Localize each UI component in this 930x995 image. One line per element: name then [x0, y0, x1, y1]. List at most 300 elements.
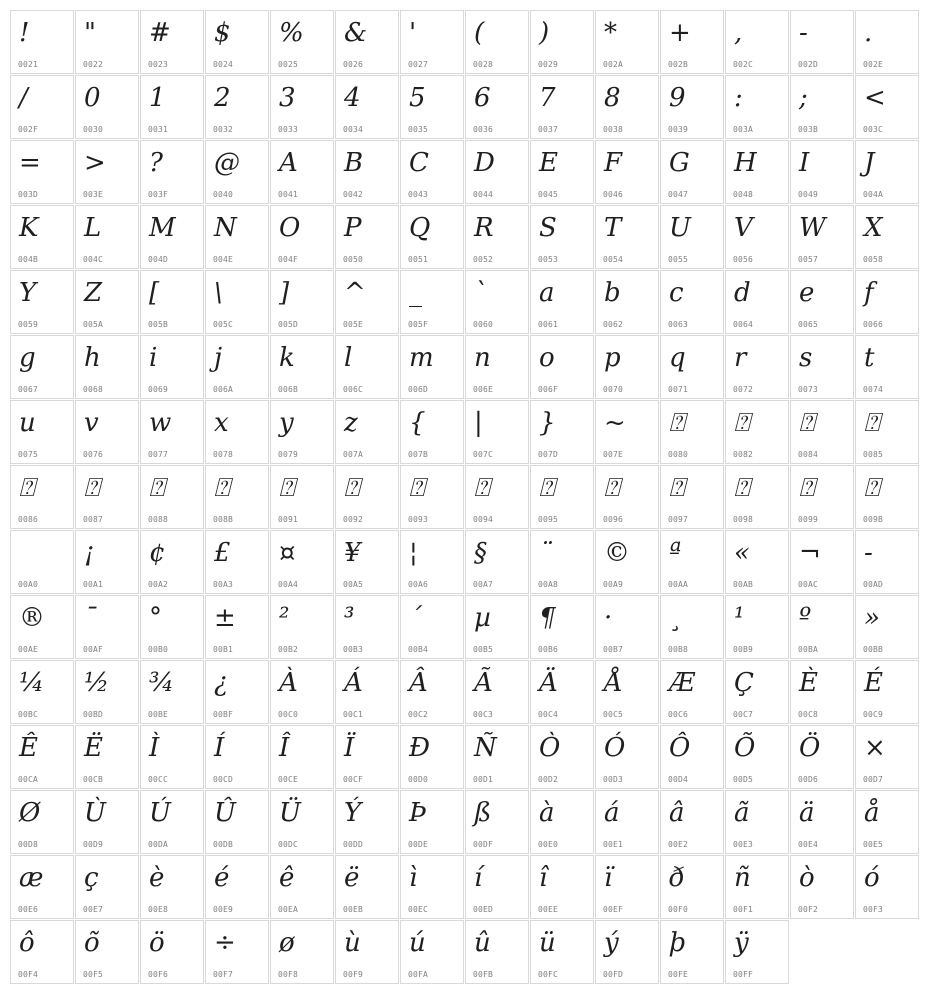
glyph-code-label: 00CD [213, 775, 234, 784]
glyph-cell [140, 400, 204, 464]
glyph-char: = [19, 148, 41, 178]
glyph-code-label: 0086 [18, 515, 39, 524]
glyph-char: ' [409, 18, 417, 48]
glyph-cell [400, 465, 464, 529]
glyph-code-label: 0049 [798, 190, 819, 199]
glyph-char: ⍰ [84, 473, 100, 503]
glyph-char: c [669, 278, 684, 308]
glyph-cell [465, 10, 529, 74]
glyph-char: S [539, 213, 557, 243]
glyph-code-label: 003F [148, 190, 169, 199]
glyph-char: L [84, 213, 102, 243]
glyph-code-label: 00A2 [148, 580, 169, 589]
glyph-cell [75, 400, 139, 464]
glyph-char: ⍰ [409, 473, 425, 503]
glyph-cell [530, 140, 594, 204]
glyph-char: ⍰ [604, 473, 620, 503]
glyph-cell [75, 10, 139, 74]
glyph-char: / [19, 83, 28, 113]
glyph-char: ~ [604, 408, 626, 438]
glyph-char: , [734, 18, 743, 48]
glyph-cell [790, 595, 854, 659]
glyph-cell [10, 465, 74, 529]
glyph-code-label: 00B7 [603, 645, 624, 654]
glyph-char: 9 [669, 83, 686, 113]
glyph-char: ´ [409, 603, 422, 633]
glyph-char: Ä [539, 668, 558, 698]
glyph-code-label: 0024 [213, 60, 234, 69]
glyph-code-label: 00BD [83, 710, 104, 719]
glyph-cell [660, 660, 724, 724]
glyph-cell [595, 400, 659, 464]
glyph-char: ÿ [734, 928, 749, 958]
glyph-cell [400, 270, 464, 334]
glyph-char: j [214, 343, 223, 373]
glyph-cell [400, 855, 464, 919]
glyph-code-label: 00D8 [18, 840, 39, 849]
glyph-char: Ê [19, 733, 38, 763]
glyph-cell [75, 725, 139, 789]
glyph-char: . [864, 18, 873, 48]
glyph-char: ª [669, 538, 682, 568]
glyph-cell [75, 465, 139, 529]
glyph-cell [205, 335, 269, 399]
glyph-code-label: 00AC [798, 580, 819, 589]
glyph-cell [400, 725, 464, 789]
glyph-cell [10, 75, 74, 139]
glyph-char: ¯ [84, 603, 97, 633]
glyph-code-label: 0097 [668, 515, 689, 524]
glyph-cell [335, 530, 399, 594]
glyph-code-label: 0064 [733, 320, 754, 329]
glyph-code-label: 00A4 [278, 580, 299, 589]
glyph-code-label: 005A [83, 320, 104, 329]
glyph-char: M [149, 213, 176, 243]
glyph-char: ò [799, 863, 815, 893]
glyph-code-label: 00CB [83, 775, 104, 784]
glyph-code-label: 00B9 [733, 645, 754, 654]
glyph-code-label: 00A8 [538, 580, 559, 589]
glyph-code-label: 0023 [148, 60, 169, 69]
glyph-cell [400, 530, 464, 594]
glyph-char: K [19, 213, 39, 243]
glyph-cell [465, 660, 529, 724]
glyph-cell [270, 335, 334, 399]
glyph-char: W [799, 213, 826, 243]
glyph-char: ¿ [214, 668, 228, 698]
glyph-cell [465, 920, 529, 984]
glyph-cell [10, 660, 74, 724]
glyph-char: s [799, 343, 813, 373]
glyph-code-label: 00F9 [343, 970, 364, 979]
glyph-char: ð [669, 863, 685, 893]
glyph-char: þ [669, 928, 686, 958]
glyph-code-label: 00C4 [538, 710, 559, 719]
glyph-cell [75, 530, 139, 594]
glyph-cell [335, 400, 399, 464]
glyph-char: 1 [149, 83, 166, 113]
glyph-code-label: 00C5 [603, 710, 624, 719]
glyph-cell [205, 75, 269, 139]
glyph-cell [660, 725, 724, 789]
glyph-code-label: 00E6 [18, 905, 39, 914]
glyph-char: § [474, 538, 487, 568]
glyph-code-label: 00E9 [213, 905, 234, 914]
glyph-cell [660, 595, 724, 659]
glyph-char: ä [799, 798, 815, 828]
glyph-cell [595, 465, 659, 529]
glyph-code-label: 0040 [213, 190, 234, 199]
glyph-code-label: 00A1 [83, 580, 104, 589]
glyph-char: } [539, 408, 556, 438]
glyph-char: ² [279, 603, 290, 633]
glyph-char: a [539, 278, 555, 308]
glyph-char: y [279, 408, 294, 438]
glyph-cell [270, 205, 334, 269]
glyph-code-label: 00BF [213, 710, 234, 719]
glyph-char: Þ [409, 798, 427, 828]
glyph-char: Æ [669, 668, 696, 698]
glyph-cell [660, 920, 724, 984]
glyph-char: J [864, 148, 875, 178]
glyph-cell [530, 530, 594, 594]
glyph-cell [140, 790, 204, 854]
glyph-char: u [19, 408, 36, 438]
glyph-code-label: 00F1 [733, 905, 754, 914]
glyph-code-label: 00DE [408, 840, 429, 849]
glyph-char: Ò [539, 733, 561, 763]
glyph-code-label: 0078 [213, 450, 234, 459]
glyph-code-label: 0063 [668, 320, 689, 329]
glyph-char: $ [214, 18, 231, 48]
glyph-char: [ [149, 278, 160, 308]
glyph-char: Ë [84, 733, 103, 763]
glyph-char: & [344, 18, 368, 48]
glyph-cell [140, 335, 204, 399]
glyph-cell [595, 140, 659, 204]
glyph-cell [270, 660, 334, 724]
glyph-code-label: 00CF [343, 775, 364, 784]
glyph-cell [205, 725, 269, 789]
glyph-code-label: 00B0 [148, 645, 169, 654]
glyph-cell [855, 335, 919, 399]
glyph-cell [595, 595, 659, 659]
glyph-cell [790, 10, 854, 74]
glyph-code-label: 0055 [668, 255, 689, 264]
glyph-char: Û [214, 798, 236, 828]
glyph-cell [75, 855, 139, 919]
glyph-char: @ [214, 148, 240, 178]
glyph-code-label: 0093 [408, 515, 429, 524]
glyph-char: ⍰ [734, 473, 750, 503]
glyph-cell [790, 270, 854, 334]
glyph-cell [465, 400, 529, 464]
glyph-char: e [799, 278, 815, 308]
glyph-char: ó [864, 863, 880, 893]
glyph-code-label: 0061 [538, 320, 559, 329]
glyph-cell [140, 530, 204, 594]
glyph-cell [10, 920, 74, 984]
glyph-cell [530, 660, 594, 724]
glyph-code-label: 00B4 [408, 645, 429, 654]
glyph-cell [205, 855, 269, 919]
glyph-cell [530, 465, 594, 529]
glyph-cell [595, 920, 659, 984]
glyph-char: R [474, 213, 494, 243]
glyph-code-label: 0028 [473, 60, 494, 69]
glyph-code-label: 00DC [278, 840, 299, 849]
glyph-cell [140, 855, 204, 919]
glyph-code-label: 00FE [668, 970, 689, 979]
glyph-code-label: 00C8 [798, 710, 819, 719]
glyph-char: ½ [84, 668, 110, 698]
glyph-code-label: 00F5 [83, 970, 104, 979]
glyph-char: O [279, 213, 301, 243]
glyph-code-label: 0030 [83, 125, 104, 134]
glyph-char: 4 [344, 83, 361, 113]
glyph-cell [855, 725, 919, 789]
glyph-cell [10, 10, 74, 74]
glyph-code-label: 00E8 [148, 905, 169, 914]
glyph-cell [660, 790, 724, 854]
glyph-code-label: 00E2 [668, 840, 689, 849]
glyph-code-label: 004B [18, 255, 39, 264]
glyph-code-label: 0039 [668, 125, 689, 134]
glyph-code-label: 002E [863, 60, 884, 69]
glyph-cell [140, 920, 204, 984]
glyph-code-label: 00F7 [213, 970, 234, 979]
glyph-cell [790, 400, 854, 464]
glyph-cell [725, 335, 789, 399]
glyph-code-label: 00CA [18, 775, 39, 784]
glyph-code-label: 00FB [473, 970, 494, 979]
glyph-code-label: 00C7 [733, 710, 754, 719]
glyph-code-label: 00C9 [863, 710, 884, 719]
glyph-char: - [864, 538, 873, 568]
glyph-char: ¦ [409, 538, 418, 568]
glyph-char: h [84, 343, 101, 373]
glyph-code-label: 005E [343, 320, 364, 329]
glyph-cell [855, 400, 919, 464]
glyph-char: ⍰ [149, 473, 165, 503]
glyph-cell [465, 855, 529, 919]
glyph-char: ⍰ [864, 408, 880, 438]
glyph-code-label: 0025 [278, 60, 299, 69]
glyph-code-label: 00F4 [18, 970, 39, 979]
glyph-char: Ì [149, 733, 160, 763]
glyph-code-label: 00DD [343, 840, 364, 849]
glyph-cell [335, 595, 399, 659]
glyph-code-label: 00EC [408, 905, 429, 914]
glyph-code-label: 0095 [538, 515, 559, 524]
glyph-cell [335, 205, 399, 269]
glyph-cell [205, 595, 269, 659]
glyph-cell [10, 725, 74, 789]
glyph-code-label: 00CE [278, 775, 299, 784]
glyph-code-label: 002A [603, 60, 624, 69]
glyph-code-label: 00FC [538, 970, 559, 979]
glyph-char: f [864, 278, 874, 308]
glyph-char: Ü [279, 798, 301, 828]
glyph-cell [595, 335, 659, 399]
glyph-char: Í [214, 733, 225, 763]
glyph-char: ⍰ [669, 473, 685, 503]
glyph-char: D [474, 148, 495, 178]
glyph-code-label: 0085 [863, 450, 884, 459]
glyph-char: Ï [344, 733, 355, 763]
glyph-char: b [604, 278, 621, 308]
glyph-cell [660, 205, 724, 269]
glyph-code-label: 0027 [408, 60, 429, 69]
glyph-char: ) [539, 18, 550, 48]
glyph-char: ¾ [149, 668, 175, 698]
glyph-code-label: 0068 [83, 385, 104, 394]
glyph-code-label: 005F [408, 320, 429, 329]
glyph-code-label: 00D4 [668, 775, 689, 784]
glyph-code-label: 00AF [83, 645, 104, 654]
glyph-char: % [279, 18, 304, 48]
glyph-char: ⍰ [864, 473, 880, 503]
glyph-code-label: 006D [408, 385, 429, 394]
glyph-char: ⍰ [799, 473, 815, 503]
glyph-cell [790, 530, 854, 594]
glyph-cell [75, 790, 139, 854]
glyph-cell [270, 725, 334, 789]
glyph-char: H [734, 148, 757, 178]
glyph-cell [725, 855, 789, 919]
glyph-cell [335, 465, 399, 529]
glyph-char: µ [474, 603, 491, 633]
glyph-code-label: 00A5 [343, 580, 364, 589]
glyph-code-label: 00B6 [538, 645, 559, 654]
glyph-char: Y [19, 278, 37, 308]
glyph-cell [855, 595, 919, 659]
glyph-char: Z [84, 278, 103, 308]
glyph-code-label: 0065 [798, 320, 819, 329]
glyph-code-label: 0035 [408, 125, 429, 134]
glyph-char: æ [19, 863, 44, 893]
glyph-code-label: 006A [213, 385, 234, 394]
glyph-cell [140, 595, 204, 659]
glyph-char: ¸ [669, 603, 682, 633]
glyph-code-label: 005D [278, 320, 299, 329]
glyph-code-label: 00D0 [408, 775, 429, 784]
glyph-code-label: 0041 [278, 190, 299, 199]
glyph-cell [205, 270, 269, 334]
glyph-code-label: 00DF [473, 840, 494, 849]
glyph-code-label: 0070 [603, 385, 624, 394]
glyph-code-label: 0060 [473, 320, 494, 329]
glyph-cell [465, 530, 529, 594]
glyph-cell [595, 75, 659, 139]
glyph-char: w [149, 408, 172, 438]
glyph-cell [660, 530, 724, 594]
glyph-cell [855, 205, 919, 269]
glyph-char: · [604, 603, 613, 633]
glyph-cell [855, 855, 919, 919]
glyph-cell [400, 920, 464, 984]
glyph-char: Ó [604, 733, 626, 763]
glyph-cell [595, 660, 659, 724]
glyph-char: ù [344, 928, 361, 958]
glyph-cell [530, 75, 594, 139]
glyph-code-label: 003C [863, 125, 884, 134]
glyph-code-label: 007A [343, 450, 364, 459]
glyph-cell [855, 140, 919, 204]
glyph-cell [530, 400, 594, 464]
glyph-char: Ö [799, 733, 821, 763]
glyph-char: ] [279, 278, 290, 308]
glyph-code-label: 00F2 [798, 905, 819, 914]
glyph-char: ã [734, 798, 750, 828]
glyph-cell [335, 140, 399, 204]
glyph-code-label: 0071 [668, 385, 689, 394]
glyph-cell [465, 790, 529, 854]
glyph-cell [660, 855, 724, 919]
glyph-cell [140, 10, 204, 74]
glyph-cell [725, 400, 789, 464]
glyph-char: z [344, 408, 358, 438]
glyph-code-label: 00BA [798, 645, 819, 654]
glyph-cell [335, 855, 399, 919]
glyph-char: E [539, 148, 558, 178]
glyph-code-label: 0052 [473, 255, 494, 264]
glyph-code-label: 0059 [18, 320, 39, 329]
glyph-char: T [604, 213, 622, 243]
glyph-cell [530, 855, 594, 919]
glyph-code-label: 00ED [473, 905, 494, 914]
glyph-char: { [409, 408, 426, 438]
glyph-char: i [149, 343, 158, 373]
glyph-code-label: 00B5 [473, 645, 494, 654]
glyph-code-label: 0051 [408, 255, 429, 264]
glyph-code-label: 0026 [343, 60, 364, 69]
glyph-code-label: 00C1 [343, 710, 364, 719]
glyph-cell [530, 725, 594, 789]
glyph-cell [790, 855, 854, 919]
glyph-char: + [669, 18, 691, 48]
glyph-char: ÷ [214, 928, 236, 958]
glyph-code-label: 0087 [83, 515, 104, 524]
glyph-code-label: 00A9 [603, 580, 624, 589]
glyph-char: è [149, 863, 165, 893]
glyph-char: 8 [604, 83, 621, 113]
glyph-cell [75, 140, 139, 204]
glyph-code-label: 003B [798, 125, 819, 134]
glyph-char: ⍰ [344, 473, 360, 503]
glyph-char: ß [474, 798, 492, 828]
glyph-cell [205, 10, 269, 74]
glyph-code-label: 00B1 [213, 645, 234, 654]
glyph-char: ? [149, 148, 163, 178]
glyph-code-label: 0067 [18, 385, 39, 394]
glyph-code-label: 00AD [863, 580, 884, 589]
glyph-code-label: 0092 [343, 515, 364, 524]
glyph-char: » [864, 603, 880, 633]
glyph-char: B [344, 148, 364, 178]
glyph-code-label: 00AA [668, 580, 689, 589]
glyph-cell [855, 10, 919, 74]
glyph-cell [530, 790, 594, 854]
glyph-code-label: 0075 [18, 450, 39, 459]
glyph-cell [530, 595, 594, 659]
glyph-char: q [669, 343, 686, 373]
glyph-code-label: 0054 [603, 255, 624, 264]
glyph-code-label: 00F8 [278, 970, 299, 979]
glyph-cell [140, 75, 204, 139]
glyph-char: Ù [84, 798, 106, 828]
glyph-cell [855, 790, 919, 854]
